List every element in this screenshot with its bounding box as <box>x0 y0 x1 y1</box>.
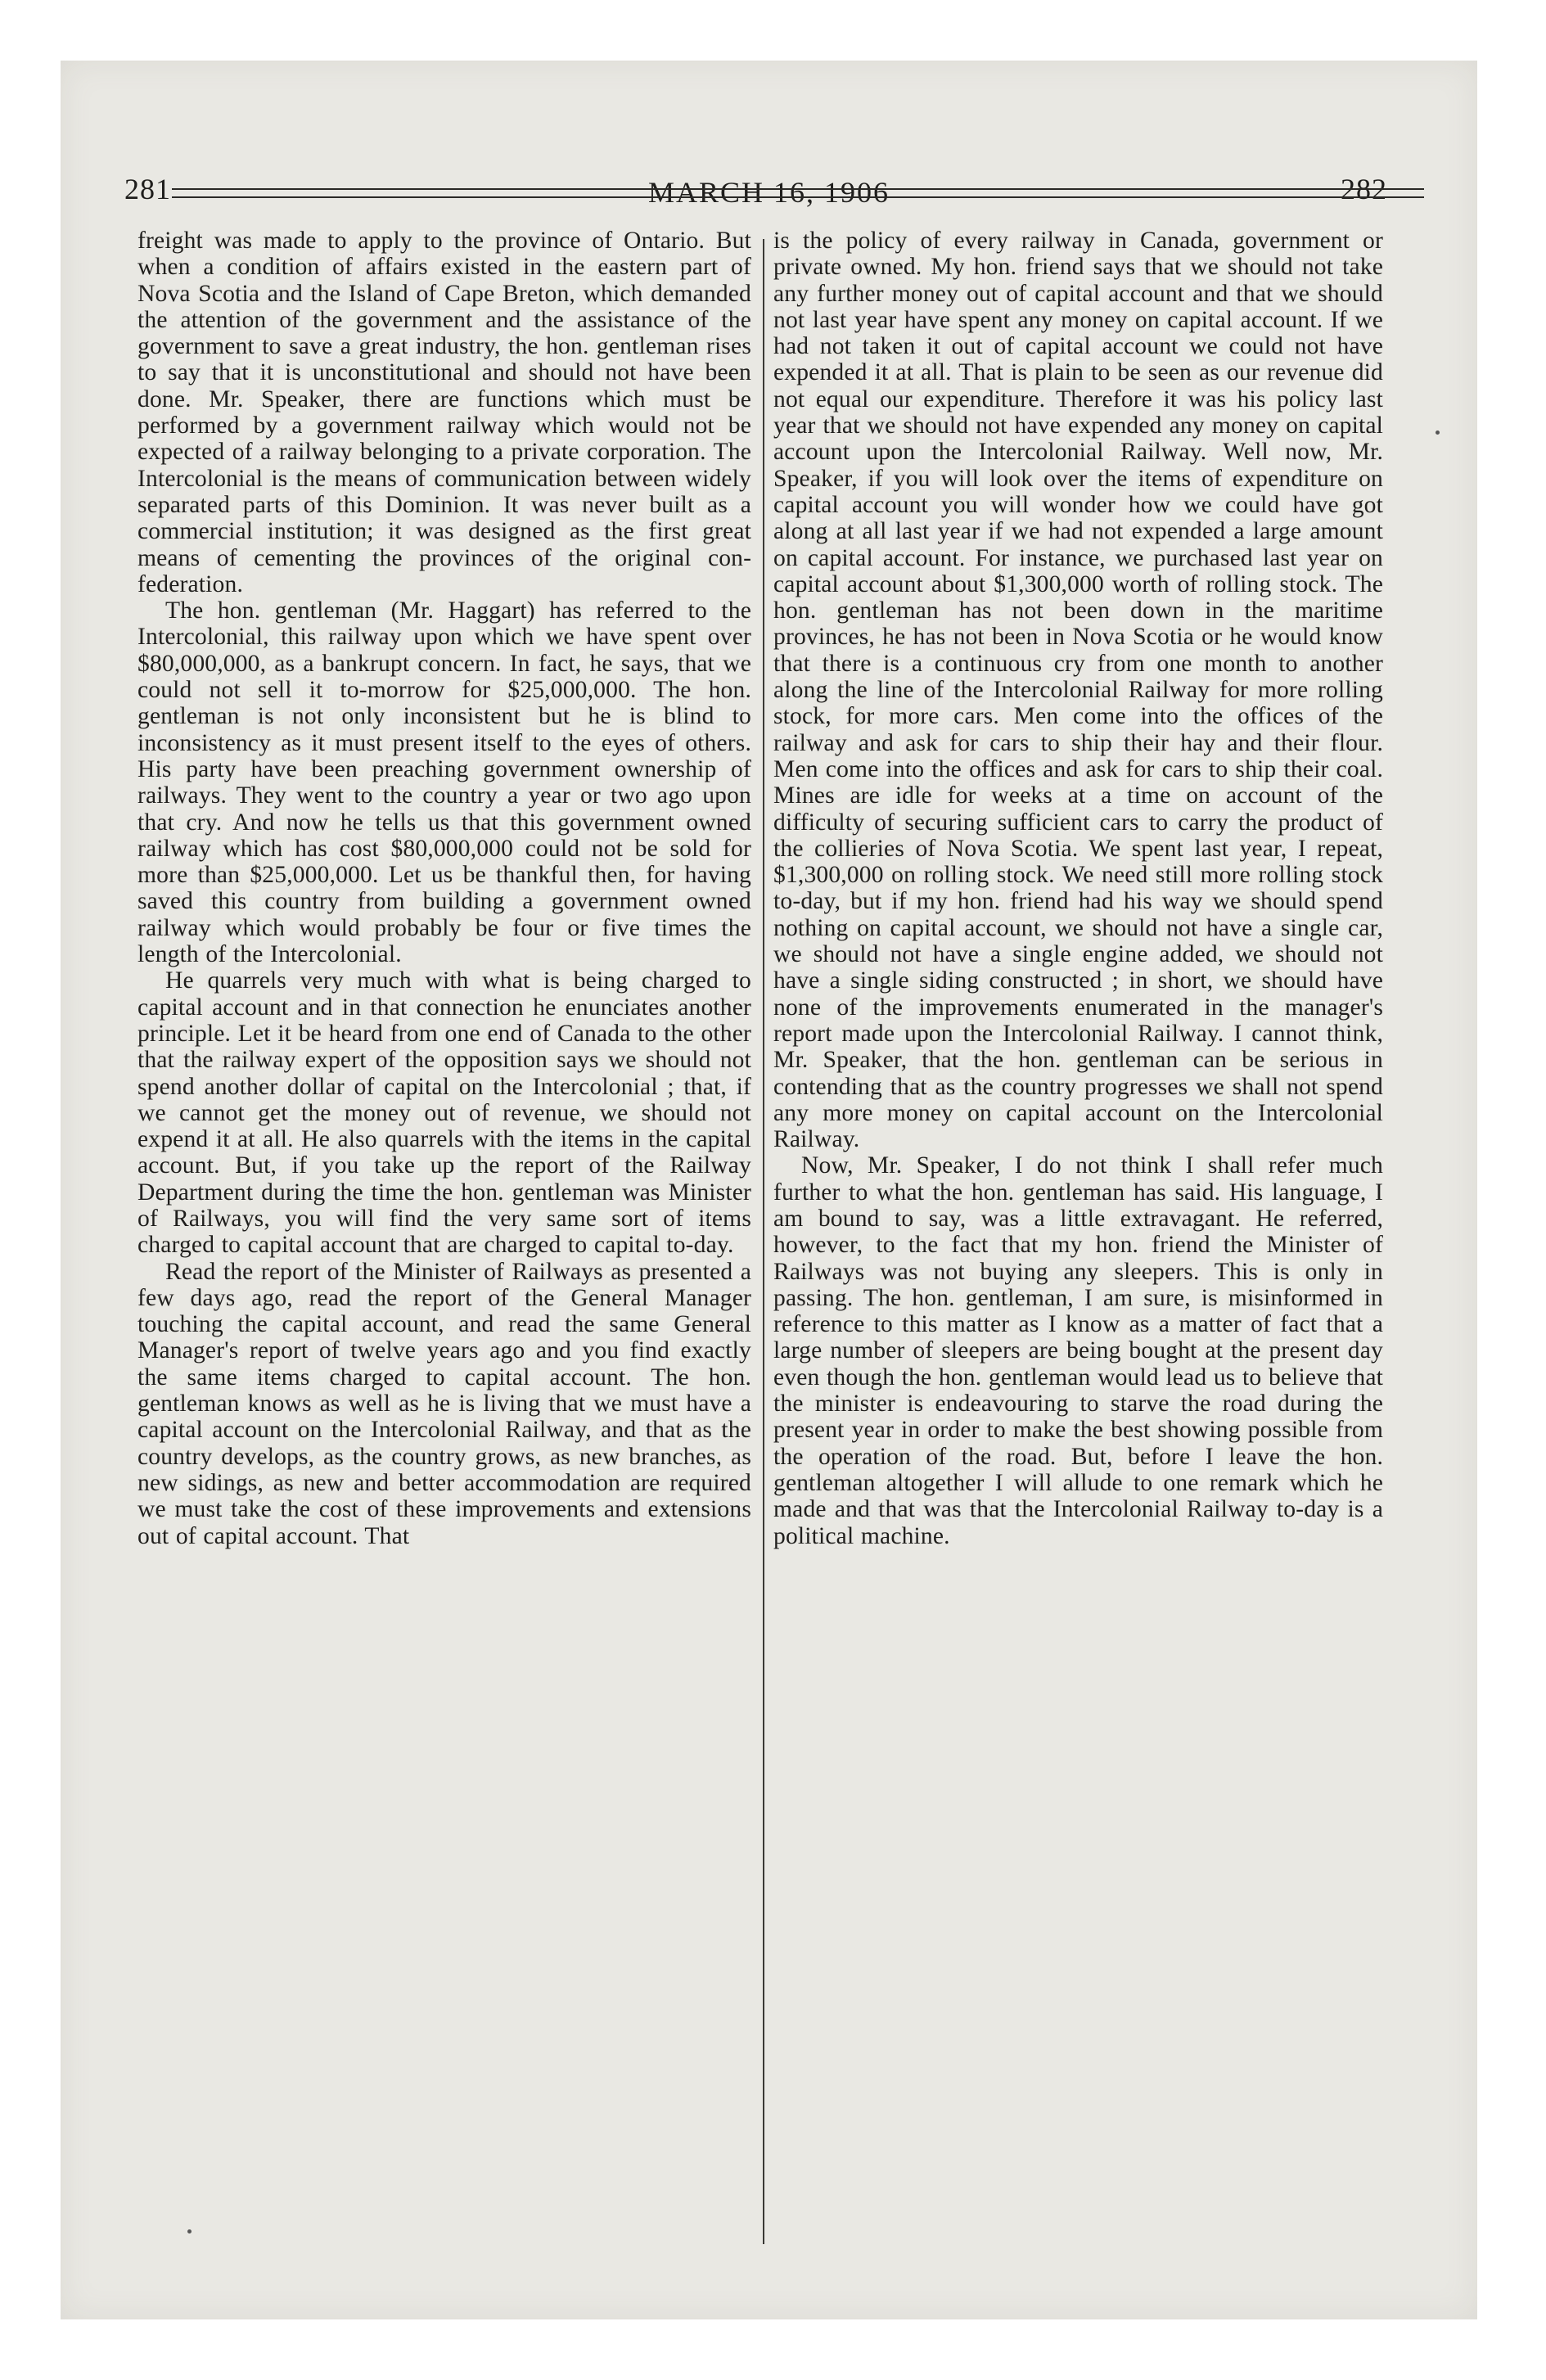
header-rule-bottom <box>172 196 1424 198</box>
page-number-right: 282 <box>1341 173 1387 205</box>
left-paragraph-2: The hon. gentleman (Mr. Haggart) has referred to the Intercolonial, this railway upon which we have spent over $80,000,000, as a bankrupt concern. In fact, he says, that we could not sell it to-morrow for $25,000,000. The hon. gentleman is not only inconsistent but he is blind to inconsistency as it must present itself to the eyes of others. His party have been preaching government ownership of railways. They went to the country a year or two ago upon that cry. And now he tells us that this government owned railway which has cost $80,000,000 could not be sold for more than $25,000,000. Let us be thankful then, for having saved this country from building a government owned railway which would probably be four or five times the length of the Intercolonial. <box>137 597 751 968</box>
page-date: MARCH 16, 1906 <box>647 176 890 209</box>
left-paragraph-1: freight was made to apply to the province of Ontario. But when a condition of affairs existed in the eastern part of Nova Scotia and the Island of Cape Breton, which demanded the attention of the government and the assistance of the government to save a great industry, the hon. gentleman rises to say that it is unconstitutional and should not have been done. Mr. Speaker, there are functions which must be performed by a government railway which would not be expected of a railway belonging to a private corporation. The Intercolonial is the means of communication between widely separated parts of this Dominion. It was never built as a commercial institution; it was designed as the first great means of cementing the provinces of the original confederation. <box>137 228 751 597</box>
right-column <box>773 228 1383 1549</box>
scan-speck <box>187 2229 192 2234</box>
left-paragraph-3: He quarrels very much with what is being charged to capital account and in that connection he enunciates another principle. Let it be heard from one end of Canada to the other that the railway expert of the opposition says we should not spend another dollar of capital on the Intercolonial ; that, if we cannot get the money out of revenue, we should not expend it at all. He also quarrels with the items in the capital account. But, if you take up the report of the Railway Department during the time the hon. gentleman was Minister of Railways, you will find the very same sort of items charged to capital account that are charged to capital to-day. <box>137 967 751 1259</box>
scan-speck <box>1436 430 1440 435</box>
header-rule-top <box>172 188 1424 190</box>
right-paragraph-1: is the policy of every railway in Canada, government or private owned. My hon. friend says that we should not take any further money out of capital account and that we should not last year have spent any money on capital account. If we had not taken it out of capital account we could not have expended it at all. That is plain to be seen as our revenue did not equal our expenditure. Therefore it was his policy last year that we should not have expended any money on capital account upon the Intercolonial Railway. Well now, Mr. Speaker, if you will look over the items of expenditure on capital account you will wonder how we could have got along at all last year if we had not expended a large amount on capital account. For instance, we purchased last year on capital account about $1,300,000 worth of rolling stock. The hon. gentleman has not been down in the maritime provinces, he has not been in Nova Scotia or he would know that there is a continuous cry from one month to another along the line of the Intercolonial Railway for more rolling stock, for more cars. Men come into the offices of the railway and ask for cars to ship their hay and their flour. Men come into the offices and ask for cars to ship their coal. Mines are idle for weeks at a time on account of the difficulty of securing sufficient cars to carry the product of the collieries of Nova Scotia. We spent last year, I repeat, $1,300,000 on rolling stock. We need still more rolling stock to-day, but if my hon. friend had his way we should spend nothing on capital account, we should not have a single car, we should not have a single engine added, we should not have a single siding constructed ; in short, we should have none of the improvements enumerated in the manager's report made upon the Intercolonial Railway. I cannot think, Mr. Speaker, that the hon. gentleman can be serious in contending that as the country progresses we shall not spend any more money on capital account on the Intercolonial Railway. <box>773 228 1383 1153</box>
page-header <box>61 111 1477 209</box>
hansard-page <box>61 61 1477 2319</box>
right-paragraph-2: Now, Mr. Speaker, I do not think I shall refer much further to what the hon. gentleman has said. His language, I am bound to say, was a little extravagant. He referred, however, to the fact that my hon. friend the Minister of Railways was not buying any sleepers. This is only in passing. The hon. gentleman, I am sure, is misinformed in reference to this matter as I know as a matter of fact that a large number of sleepers are being bought at the present day even though the hon. gentleman would lead us to believe that the minister is endeavouring to starve the road during the present year in order to make the best showing possible from the operation of the road. But, before I leave the hon. gentleman altogether I will allude to one remark which he made and that was that the Intercolonial Railway to-day is a political machine. <box>773 1152 1383 1549</box>
left-column <box>137 228 751 1549</box>
left-paragraph-4: Read the report of the Minister of Railways as presented a few days ago, read the report of the General Manager touching the capital account, and read the same General Manager's report of twelve years ago and you find exactly the same items charged to capital account. The hon. gentleman knows as well as he is living that we must have a capital account on the Intercolonial Railway, and that as the country develops, as the country grows, as new branches, as new sidings, as new and better accommodation are required we must take the cost of these improvements and extensions out of capital account. That <box>137 1258 751 1549</box>
page-number-left: 281 <box>124 173 171 205</box>
column-divider <box>763 239 764 2244</box>
